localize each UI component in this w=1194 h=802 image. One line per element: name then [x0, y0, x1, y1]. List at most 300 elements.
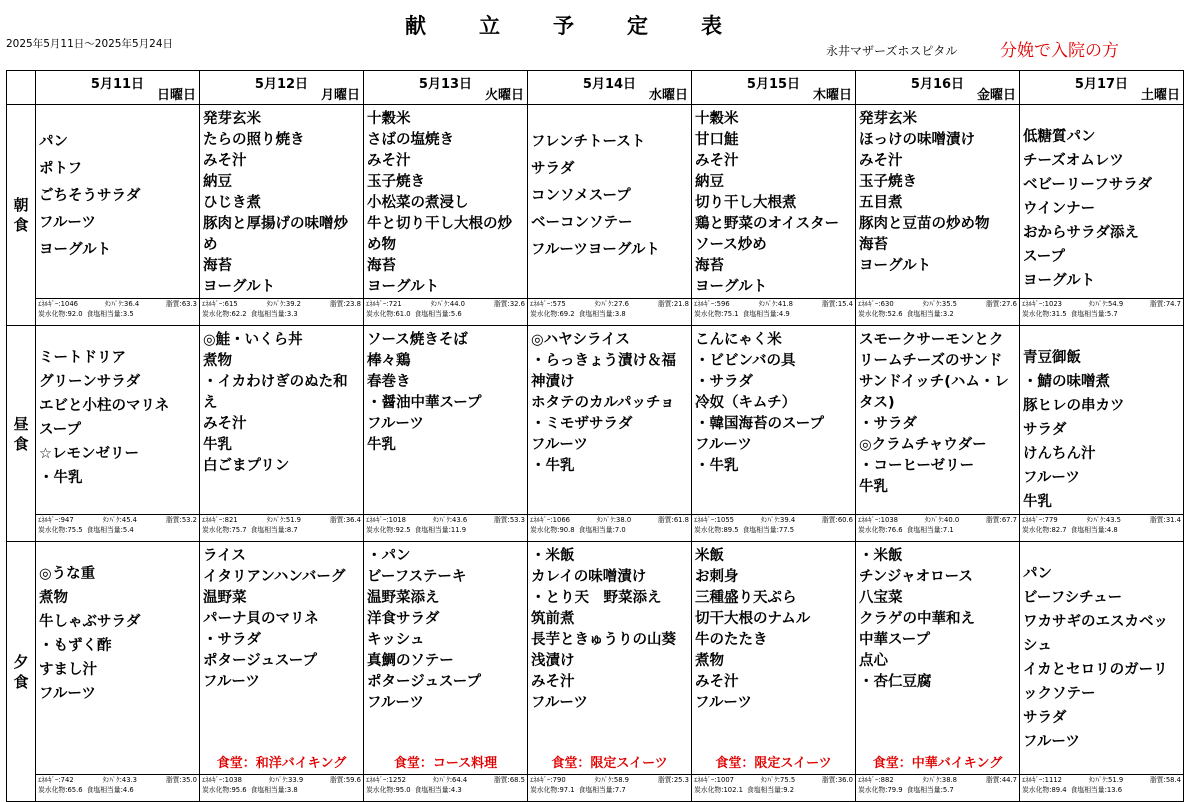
nutrition-value: 脂質:58.4 — [1149, 776, 1181, 784]
menu-item: ◎クラムチャウダー — [859, 437, 987, 453]
day-weekday: 木曜日 — [812, 88, 852, 103]
nutrition-value: 炭水化物:75.5 — [38, 525, 83, 534]
cell-footer — [528, 514, 691, 541]
menu-items — [692, 105, 855, 298]
nutrition-value: ﾀﾝﾊﾟｸ:35.5 — [922, 300, 958, 308]
menu-item: 発芽玄米 — [203, 111, 261, 127]
menu-item: ・ビビンバの具 — [695, 353, 796, 369]
menu-item: ・サラダ — [203, 632, 261, 648]
menu-item: 低糖質パン — [1023, 129, 1096, 145]
menu-cell-content — [1020, 105, 1183, 325]
menu-item: スープ — [1023, 249, 1066, 265]
nutrition-value: ﾀﾝﾊﾟｸ:43.5 — [1086, 516, 1122, 524]
menu-item: 煮物 — [695, 653, 724, 669]
menu-item: フルーツ — [695, 437, 752, 453]
menu-item: 温野菜 — [203, 590, 247, 606]
menu-item: 牛しゃぶサラダ — [39, 614, 141, 630]
menu-item: フルーツ — [367, 695, 424, 711]
menu-item: 玉子焼き — [367, 174, 425, 190]
cell-footer — [364, 754, 527, 801]
nutrition-row — [530, 526, 689, 536]
nutrition-value: ｴﾈﾙｷﾞｰ:821 — [202, 516, 238, 524]
menu-item: ヨーグルト — [1023, 273, 1096, 289]
nutrition-value: ｴﾈﾙｷﾞｰ:790 — [530, 776, 566, 784]
menu-item: ヨーグルト — [859, 258, 932, 274]
menu-item: フルーツ — [1023, 734, 1080, 750]
menu-item: 十穀米 — [367, 111, 411, 127]
nutrition-value: ｴﾈﾙｷﾞｰ:575 — [530, 300, 566, 308]
day-weekday: 日曜日 — [156, 88, 196, 103]
menu-item: チンジャオロース — [859, 569, 973, 585]
menu-items — [528, 542, 691, 714]
nutrition-value: ﾀﾝﾊﾟｸ:39.2 — [266, 300, 302, 308]
menu-item: ・らっきょう漬け＆福神漬け — [531, 353, 676, 390]
menu-item: 白ごまプリン — [203, 458, 290, 474]
menu-item: 煮物 — [203, 353, 232, 369]
day-header — [200, 71, 364, 105]
day-header — [856, 71, 1020, 105]
menu-item: イカとセロリのガーリックソテー — [1023, 662, 1168, 702]
page-title — [405, 10, 723, 40]
nutrition-value: ｴﾈﾙｷﾞｰ:1018 — [366, 516, 406, 524]
menu-item: ビーフステーキ — [367, 569, 467, 585]
nutrition-value: 炭水化物:65.6 — [38, 785, 83, 794]
menu-item: ◎うな重 — [39, 566, 96, 582]
nutrition-info — [692, 515, 855, 541]
menu-item: ・サラダ — [695, 374, 753, 390]
title-char: 献 — [405, 14, 427, 38]
day-date: 5月11日 — [90, 77, 145, 92]
menu-cell — [200, 542, 364, 802]
menu-item: ・米飯 — [859, 548, 903, 564]
nutrition-value: ｴﾈﾙｷﾞｰ:721 — [366, 300, 402, 308]
nutrition-row — [530, 300, 689, 310]
cell-footer — [1020, 754, 1183, 801]
cafeteria-note — [1020, 754, 1183, 775]
nutrition-row — [38, 786, 197, 796]
menu-item: 甘口鮭 — [695, 132, 739, 148]
menu-cell — [692, 542, 856, 802]
cell-footer — [856, 514, 1019, 541]
nutrition-value: 炭水化物:102.1 — [694, 785, 743, 794]
menu-item: 発芽玄米 — [859, 111, 917, 127]
title-char: 定 — [627, 14, 649, 38]
menu-item: みそ汁 — [859, 153, 903, 169]
nutrition-value: 炭水化物:82.7 — [1022, 525, 1067, 534]
menu-item: ヨーグルト — [39, 242, 112, 258]
nutrition-info — [200, 299, 363, 325]
menu-item: 春巻き — [367, 374, 411, 390]
nutrition-value: 脂質:60.6 — [821, 516, 853, 524]
nutrition-value: 脂質:63.3 — [165, 300, 197, 308]
menu-item: サラダ — [531, 161, 575, 177]
nutrition-value: 脂質:68.5 — [493, 776, 525, 784]
nutrition-value: 脂質:23.8 — [329, 300, 361, 308]
nutrition-value: 炭水化物:76.6 — [858, 525, 903, 534]
nutrition-row — [694, 300, 853, 310]
cell-footer — [1020, 298, 1183, 325]
nutrition-value: ｴﾈﾙｷﾞｰ:1066 — [530, 516, 570, 524]
meal-label-breakfast — [7, 105, 36, 326]
nutrition-value: 炭水化物:95.0 — [366, 785, 411, 794]
menu-items — [692, 542, 855, 714]
nutrition-row — [1022, 516, 1181, 526]
nutrition-row — [366, 516, 525, 526]
nutrition-info — [856, 299, 1019, 325]
nutrition-value: 食塩相当量:7.7 — [578, 785, 626, 794]
menu-item: ◎鮭・いくら丼 — [203, 332, 303, 348]
nutrition-value: 脂質:25.3 — [657, 776, 689, 784]
menu-item: 棒々鶏 — [367, 353, 411, 369]
menu-items — [200, 542, 363, 693]
nutrition-info — [36, 775, 199, 801]
menu-cell — [856, 326, 1020, 542]
menu-item: エビと小柱のマリネ — [39, 398, 170, 414]
nutrition-info — [692, 775, 855, 801]
menu-item: ポトフ — [39, 161, 83, 177]
nutrition-row — [202, 786, 361, 796]
menu-item: 海苔 — [859, 237, 888, 253]
menu-item: 鶏と野菜のオイスターソース炒め — [695, 216, 840, 253]
nutrition-row — [38, 516, 197, 526]
nutrition-value: 炭水化物:97.1 — [530, 785, 575, 794]
cafeteria-note: 食堂：和洋バイキング — [200, 754, 363, 775]
menu-items — [1020, 105, 1183, 293]
menu-items — [364, 326, 527, 456]
hospital-name: 永井マザーズホスピタル — [826, 44, 958, 58]
menu-item: パン — [1023, 566, 1052, 582]
menu-items — [856, 326, 1019, 498]
cell-footer — [36, 754, 199, 801]
day-date: 5月16日 — [910, 77, 965, 92]
nutrition-value: 食塩相当量:4.9 — [742, 309, 790, 318]
day-date: 5月13日 — [418, 77, 473, 92]
menu-items — [200, 105, 363, 298]
nutrition-info — [364, 775, 527, 801]
nutrition-value: ｴﾈﾙｷﾞｰ:1252 — [366, 776, 406, 784]
cell-footer — [856, 298, 1019, 325]
menu-cell-content — [200, 542, 363, 801]
nutrition-row — [694, 786, 853, 796]
title-char: 表 — [701, 14, 723, 38]
nutrition-value: 炭水化物:90.8 — [530, 525, 575, 534]
cafeteria-note: 食堂：限定スイーツ — [528, 754, 691, 775]
nutrition-value: 食塩相当量:77.5 — [742, 525, 795, 534]
menu-item: 洋食サラダ — [367, 611, 440, 627]
cell-footer — [528, 754, 691, 801]
menu-cell — [364, 326, 528, 542]
title-char: 予 — [553, 14, 575, 38]
cell-footer — [528, 298, 691, 325]
day-header — [1020, 71, 1184, 105]
meal-label-char: 食 — [13, 434, 29, 453]
menu-item: ・醤油中華スープ — [367, 395, 482, 411]
nutrition-value: ｴﾈﾙｷﾞｰ:742 — [38, 776, 74, 784]
menu-cell — [528, 105, 692, 326]
meal-label-char: 夕 — [13, 652, 29, 671]
menu-cell-content — [36, 326, 199, 541]
nutrition-row — [530, 310, 689, 320]
nutrition-value: ｴﾈﾙｷﾞｰ:1007 — [694, 776, 734, 784]
menu-items — [364, 105, 527, 298]
nutrition-value: 食塩相当量:3.8 — [578, 309, 626, 318]
nutrition-info — [364, 515, 527, 541]
nutrition-value: 食塩相当量:5.7 — [906, 785, 954, 794]
cafeteria-note: 食堂：コース料理 — [364, 754, 527, 775]
nutrition-row — [366, 300, 525, 310]
menu-item: 煮物 — [39, 590, 68, 606]
cafeteria-note: 食堂：限定スイーツ — [692, 754, 855, 775]
cell-footer — [36, 298, 199, 325]
nutrition-value: 炭水化物:79.9 — [858, 785, 903, 794]
menu-item: 豚ヒレの串カツ — [1023, 398, 1125, 414]
day-weekday: 火曜日 — [484, 88, 524, 103]
cell-footer — [200, 514, 363, 541]
target-label: 分娩で入院の方 — [1000, 41, 1119, 61]
menu-item: ベーコンソテー — [531, 215, 633, 231]
nutrition-value: ﾀﾝﾊﾟｸ:51.9 — [1088, 776, 1124, 784]
menu-items — [692, 326, 855, 477]
menu-item: 点心 — [859, 653, 888, 669]
nutrition-row — [694, 526, 853, 536]
nutrition-value: 食塩相当量:5.6 — [414, 309, 462, 318]
nutrition-info — [200, 775, 363, 801]
nutrition-info — [528, 299, 691, 325]
nutrition-value: 炭水化物:75.1 — [694, 309, 739, 318]
nutrition-value: 食塩相当量:5.4 — [86, 525, 134, 534]
menu-item: 玉子焼き — [859, 174, 917, 190]
nutrition-value: ｴﾈﾙｷﾞｰ:630 — [858, 300, 894, 308]
nutrition-value: 食塩相当量:3.8 — [250, 785, 298, 794]
menu-item: ヨーグルト — [203, 279, 276, 295]
nutrition-row — [858, 310, 1017, 320]
day-date: 5月14日 — [582, 77, 637, 92]
menu-item: ビーフシチュー — [1023, 590, 1123, 606]
menu-cell-content — [364, 542, 527, 801]
nutrition-row — [1022, 526, 1181, 536]
menu-cell — [1020, 326, 1184, 542]
menu-item: 海苔 — [367, 258, 396, 274]
menu-item: スモークサーモンとクリームチーズのサンド — [859, 332, 1004, 369]
menu-item: 真鯛のソテー — [367, 653, 454, 669]
nutrition-value: ﾀﾝﾊﾟｸ:36.4 — [104, 300, 140, 308]
menu-item: 八宝菜 — [859, 590, 903, 606]
menu-item: ウインナー — [1023, 201, 1096, 217]
menu-item: ・韓国海苔のスープ — [695, 416, 825, 432]
menu-cell-content — [200, 105, 363, 325]
day-header — [528, 71, 692, 105]
nutrition-value: ﾀﾝﾊﾟｸ:38.8 — [922, 776, 958, 784]
menu-item: ・牛乳 — [695, 458, 739, 474]
nutrition-row — [530, 776, 689, 786]
menu-item: 牛と切り干し大根の炒め物 — [367, 216, 512, 253]
cell-footer — [200, 754, 363, 801]
menu-item: ・パン — [367, 548, 411, 564]
menu-item: サラダ — [1023, 422, 1067, 438]
nutrition-value: 食塩相当量:7.1 — [906, 525, 954, 534]
menu-item: ・米飯 — [531, 548, 575, 564]
menu-item: クラゲの中華和え — [859, 611, 975, 627]
cell-footer — [692, 754, 855, 801]
menu-item: フルーツ — [39, 215, 96, 231]
nutrition-value: 食塩相当量:4.3 — [414, 785, 462, 794]
nutrition-value: 脂質:35.0 — [165, 776, 197, 784]
menu-item: みそ汁 — [695, 674, 739, 690]
nutrition-value: 炭水化物:52.6 — [858, 309, 903, 318]
cafeteria-note — [36, 754, 199, 775]
menu-cell — [36, 542, 200, 802]
menu-item: パン — [39, 134, 68, 150]
nutrition-value: 炭水化物:95.6 — [202, 785, 247, 794]
menu-item: フルーツ — [203, 674, 260, 690]
nutrition-value: ｴﾈﾙｷﾞｰ:779 — [1022, 516, 1058, 524]
nutrition-row — [1022, 300, 1181, 310]
cell-footer — [364, 514, 527, 541]
menu-item: 豚肉と厚揚げの味噌炒め — [203, 216, 348, 253]
nutrition-row — [858, 786, 1017, 796]
menu-cell-content — [364, 326, 527, 541]
menu-item: 牛のたたき — [695, 632, 768, 648]
menu-item: ワカサギのエスカベッシュ — [1023, 614, 1168, 654]
menu-cell — [1020, 542, 1184, 802]
nutrition-info — [856, 775, 1019, 801]
nutrition-value: ｴﾈﾙｷﾞｰ:1023 — [1022, 300, 1062, 308]
nutrition-info — [528, 515, 691, 541]
menu-cell — [200, 105, 364, 326]
nutrition-value: 脂質:53.2 — [165, 516, 197, 524]
nutrition-info — [1020, 775, 1183, 801]
day-weekday: 水曜日 — [648, 88, 688, 103]
nutrition-value: 炭水化物:92.0 — [38, 309, 83, 318]
menu-cell — [528, 542, 692, 802]
menu-item: みそ汁 — [203, 153, 247, 169]
nutrition-value: 炭水化物:92.5 — [366, 525, 411, 534]
title-char: 立 — [479, 14, 501, 38]
nutrition-value: ﾀﾝﾊﾟｸ:44.0 — [430, 300, 466, 308]
menu-item: さばの塩焼き — [367, 132, 454, 148]
nutrition-info — [692, 299, 855, 325]
nutrition-value: ﾀﾝﾊﾟｸ:54.9 — [1088, 300, 1124, 308]
menu-item: ほっけの味噌漬け — [859, 132, 975, 148]
menu-cell-content — [1020, 542, 1183, 801]
menu-cell-content — [856, 105, 1019, 325]
menu-item: 青豆御飯 — [1023, 350, 1081, 366]
menu-item: ヨーグルト — [695, 279, 768, 295]
cell-footer — [692, 514, 855, 541]
menu-item: サラダ — [1023, 710, 1067, 726]
nutrition-info — [528, 775, 691, 801]
nutrition-row — [858, 526, 1017, 536]
nutrition-value: 脂質:31.4 — [1149, 516, 1181, 524]
menu-item: ☆レモンゼリー — [39, 446, 139, 462]
menu-item: ホタテのカルパッチョ — [531, 395, 675, 411]
menu-table — [6, 70, 1184, 802]
nutrition-info — [856, 515, 1019, 541]
corner-cell — [7, 71, 36, 105]
nutrition-value: 炭水化物:62.2 — [202, 309, 247, 318]
nutrition-value: 食塩相当量:8.7 — [250, 525, 298, 534]
nutrition-row — [38, 310, 197, 320]
nutrition-value: ﾀﾝﾊﾟｸ:51.9 — [266, 516, 302, 524]
menu-cell — [36, 326, 200, 542]
menu-cell-content — [692, 326, 855, 541]
nutrition-row — [694, 310, 853, 320]
menu-item: チーズオムレツ — [1023, 153, 1124, 169]
menu-cell — [1020, 105, 1184, 326]
menu-item: たらの照り焼き — [203, 132, 305, 148]
menu-item: パーナ貝のマリネ — [203, 611, 319, 627]
menu-item: ・とり天 野菜添え — [531, 590, 662, 606]
nutrition-value: ﾀﾝﾊﾟｸ:27.6 — [594, 300, 630, 308]
menu-item: 温野菜添え — [367, 590, 440, 606]
nutrition-value: ｴﾈﾙｷﾞｰ:1055 — [694, 516, 734, 524]
menu-item: 冷奴（キムチ） — [695, 395, 797, 411]
menu-item: ポタージュスープ — [367, 674, 481, 690]
menu-item: イタリアンハンバーグ — [203, 569, 346, 585]
date-range: 2025年5月11日～2025年5月24日 — [6, 38, 174, 50]
nutrition-value: ｴﾈﾙｷﾞｰ:1038 — [202, 776, 242, 784]
meal-label-lunch — [7, 326, 36, 542]
nutrition-value: 炭水化物:69.2 — [530, 309, 575, 318]
menu-cell-content — [528, 542, 691, 801]
nutrition-value: ﾀﾝﾊﾟｸ:33.9 — [268, 776, 304, 784]
nutrition-value: ﾀﾝﾊﾟｸ:38.0 — [596, 516, 632, 524]
menu-item: ・サラダ — [859, 416, 917, 432]
menu-cell — [364, 542, 528, 802]
menu-item: みそ汁 — [367, 153, 411, 169]
menu-cell — [692, 326, 856, 542]
menu-item: ライス — [203, 548, 246, 564]
nutrition-value: ﾀﾝﾊﾟｸ:39.4 — [760, 516, 796, 524]
menu-cell-content — [528, 105, 691, 325]
menu-item: フルーツヨーグルト — [531, 242, 660, 258]
cell-footer — [364, 298, 527, 325]
nutrition-value: ﾀﾝﾊﾟｸ:45.4 — [102, 516, 138, 524]
menu-item: ・鯖の味噌煮 — [1023, 374, 1110, 390]
nutrition-value: 脂質:15.4 — [821, 300, 853, 308]
cell-footer — [692, 298, 855, 325]
menu-item: おからサラダ添え — [1023, 225, 1139, 241]
menu-item: フルーツ — [1023, 470, 1080, 486]
menu-item: 三種盛り天ぷら — [695, 590, 797, 606]
menu-items — [364, 542, 527, 714]
nutrition-row — [530, 786, 689, 796]
menu-items — [1020, 326, 1183, 514]
nutrition-value: 脂質:27.6 — [985, 300, 1017, 308]
day-header — [36, 71, 200, 105]
nutrition-value: 脂質:74.7 — [1149, 300, 1181, 308]
nutrition-value: ﾀﾝﾊﾟｸ:43.6 — [432, 516, 468, 524]
menu-item: ミートドリア — [39, 350, 126, 366]
menu-cell-content — [364, 105, 527, 325]
menu-item: カレイの味噌漬け — [531, 569, 647, 585]
menu-item: ひじき煮 — [203, 195, 261, 211]
menu-cell-content — [36, 105, 199, 325]
menu-cell — [200, 326, 364, 542]
menu-item: 切干大根のナムル — [695, 611, 811, 627]
nutrition-value: 食塩相当量:5.7 — [1070, 309, 1118, 318]
nutrition-value: 脂質:21.8 — [657, 300, 689, 308]
nutrition-value: ｴﾈﾙｷﾞｰ:1038 — [858, 516, 898, 524]
nutrition-value: 食塩相当量:4.8 — [1070, 525, 1118, 534]
menu-item: 海苔 — [695, 258, 724, 274]
nutrition-value: ｴﾈﾙｷﾞｰ:947 — [38, 516, 74, 524]
meal-label-dinner — [7, 542, 36, 802]
nutrition-value: ｴﾈﾙｷﾞｰ:615 — [202, 300, 238, 308]
menu-item: ・牛乳 — [531, 458, 575, 474]
menu-item: すまし汁 — [39, 662, 97, 678]
menu-item: 切り干し大根煮 — [695, 195, 797, 211]
